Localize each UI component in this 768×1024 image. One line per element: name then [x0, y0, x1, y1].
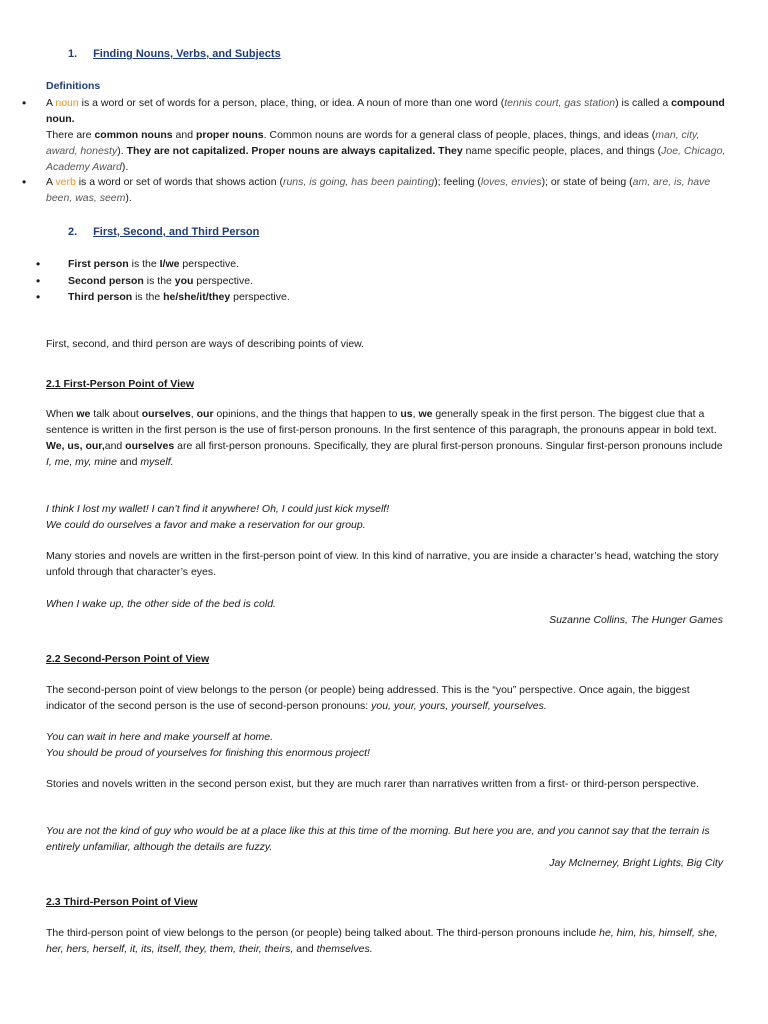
- second-person-heading: 2.2 Second-Person Point of View: [46, 653, 210, 665]
- third-person-heading: 2.3 Third-Person Point of View: [46, 896, 198, 908]
- section-number: 1.: [68, 48, 78, 60]
- section-title: Finding Nouns, Verbs, and Subjects: [93, 48, 281, 60]
- second-person-example-1: You can wait in here and make yourself at home.: [46, 731, 274, 743]
- first-person-quote: When I wake up, the other side of the bed is cold.: [46, 598, 276, 610]
- pov-list: [36, 256, 290, 306]
- second-person-paragraph: The second-person point of view belongs to the person (or people) being addressed. This is the “you” perspective. Once again, the biggest indicator of the second person is the use of second-person pronouns: you, your, yours, yourself, yourselves.: [46, 684, 690, 712]
- first-person-paragraph-2: Many stories and novels are written in the first-person point of view. In this kind of narrative, you are inside a character’s head, watching the story unfold through that character’s eyes.: [46, 550, 719, 578]
- section-number: 2.: [68, 226, 78, 238]
- bullet-icon: •: [22, 96, 27, 110]
- verb-definition: A verb is a word or set of words that shows action (runs, is going, has been painting); feeling (loves, envies); or state of being (am, are, is, have been, was, seem).: [46, 176, 711, 204]
- third-person-paragraph: The third-person point of view belongs to the person (or people) being talked about. The third-person pronouns include he, him, his, himself, she, her, hers, herself, it, its, itself, they, them, their, theirs, and themselves.: [46, 927, 718, 955]
- bullet-icon: •: [22, 175, 27, 189]
- second-person-example-2: You should be proud of yourselves for finishing this enormous project!: [46, 747, 370, 759]
- section-title: First, Second, and Third Person: [93, 226, 260, 238]
- second-person-paragraph-2: Stories and novels written in the second person exist, but they are much rarer than narratives written from a first- or third-person perspective.: [46, 778, 700, 790]
- noun-keyword: noun: [55, 97, 79, 109]
- list-item: • Second person is the you perspective.: [36, 273, 290, 290]
- verb-keyword: verb: [55, 176, 76, 188]
- first-person-example-1: I think I lost my wallet! I can’t find it anywhere! Oh, I could just kick myself!: [46, 503, 390, 515]
- first-person-heading: 2.1 First-Person Point of View: [46, 378, 195, 390]
- section-2-heading: [68, 224, 259, 240]
- first-person-example-2: We could do ourselves a favor and make a reservation for our group.: [46, 519, 366, 531]
- first-person-paragraph: When we talk about ourselves, our opinions, and the things that happen to us, we generally speak in the first person. The biggest clue that a sentence is written in the first person is the use of first-person pronouns. In the first sentence of this paragraph, the pronouns appear in bold text. We, us, our,and ourselves are all first-person pronouns. Specifically, they are plural first-person pronouns. Singular first-person pronouns include I, me, my, mine and myself.: [46, 408, 723, 468]
- list-item: • First person is the I/we perspective.: [36, 256, 290, 273]
- noun-definition: A noun is a word or set of words for a person, place, thing, or idea. A noun of more than one word (tennis court, gas station) is called a compound noun. There are common nouns and proper nouns. Common nouns are words for a general class of people, places, things, and ideas (man, city, award, honesty). They are not capitalized. Proper nouns are always capitalized. They name specific people, places, and things (Joe, Chicago, Academy Award).: [46, 97, 726, 173]
- second-person-attribution: Jay McInerney, Bright Lights, Big City: [549, 857, 723, 869]
- intro-paragraph: First, second, and third person are ways of describing points of view.: [46, 338, 365, 350]
- list-item: • Third person is the he/she/it/they perspective.: [36, 289, 290, 306]
- section-1-heading: [68, 46, 281, 62]
- definitions-title: Definitions: [46, 80, 101, 92]
- second-person-quote: You are not the kind of guy who would be at a place like this at this time of the morning. But here you are, and you cannot say that the terrain is entirely unfamiliar, although the details are fuzzy.: [46, 825, 710, 853]
- first-person-attribution: Suzanne Collins, The Hunger Games: [549, 614, 723, 626]
